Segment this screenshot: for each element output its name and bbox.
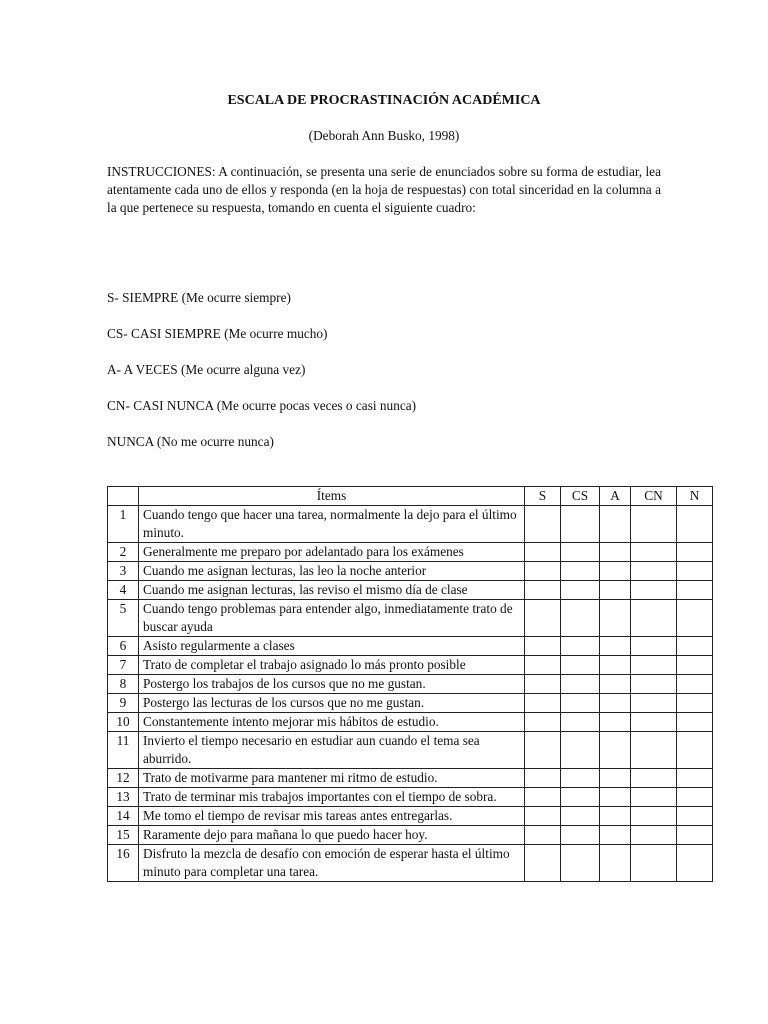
- legend-item-casi-nunca: CN- CASI NUNCA (Me ocurre pocas veces o casi nunca): [107, 398, 417, 413]
- item-text: Cuando me asignan lecturas, las reviso el mismo día de clase: [139, 581, 525, 600]
- answer-cell-n[interactable]: [677, 543, 713, 562]
- table-header-row: [108, 487, 713, 506]
- answer-cell-cn[interactable]: [631, 675, 677, 694]
- item-text: Me tomo el tiempo de revisar mis tareas antes entregarlas.: [139, 807, 525, 826]
- item-text: Postergo las lecturas de los cursos que no me gustan.: [139, 694, 525, 713]
- answer-cell-n[interactable]: [677, 807, 713, 826]
- answer-cell-s[interactable]: [525, 845, 561, 882]
- answer-cell-n[interactable]: [677, 637, 713, 656]
- answer-cell-cs[interactable]: [561, 845, 600, 882]
- answer-cell-cs[interactable]: [561, 788, 600, 807]
- document-author: (Deborah Ann Busko, 1998): [308, 128, 460, 143]
- item-text: Trato de completar el trabajo asignado lo más pronto posible: [139, 656, 525, 675]
- table-row: [108, 562, 713, 581]
- header-s: S: [525, 487, 561, 506]
- items-table: [107, 486, 713, 882]
- answer-cell-a[interactable]: [600, 694, 631, 713]
- item-text: Postergo los trabajos de los cursos que no me gustan.: [139, 675, 525, 694]
- answer-cell-a[interactable]: [600, 732, 631, 769]
- item-number: 15: [108, 826, 139, 845]
- item-text: Disfruto la mezcla de desafío con emoción de esperar hasta el último minuto para completar una tarea.: [139, 845, 525, 882]
- answer-cell-n[interactable]: [677, 600, 713, 637]
- table-row: [108, 637, 713, 656]
- table-row: [108, 694, 713, 713]
- answer-cell-cs[interactable]: [561, 826, 600, 845]
- instructions-paragraph: INSTRUCCIONES: A continuación, se presenta una serie de enunciados sobre su forma de estudiar, lea atentamente cada uno de ellos y responda (en la hoja de respuestas) con total sinceridad en la columna a la que pertenece su respuesta, tomando en cuenta el siguiente cuadro:: [107, 164, 661, 215]
- item-number: 2: [108, 543, 139, 562]
- answer-cell-cn[interactable]: [631, 845, 677, 882]
- answer-cell-n[interactable]: [677, 562, 713, 581]
- item-text: Trato de motivarme para mantener mi ritmo de estudio.: [139, 769, 525, 788]
- answer-cell-a[interactable]: [600, 788, 631, 807]
- answer-cell-cn[interactable]: [631, 769, 677, 788]
- item-number: 13: [108, 788, 139, 807]
- answer-cell-s[interactable]: [525, 656, 561, 675]
- answer-cell-cn[interactable]: [631, 656, 677, 675]
- answer-cell-a[interactable]: [600, 637, 631, 656]
- table-row: [108, 732, 713, 769]
- item-number: 7: [108, 656, 139, 675]
- answer-cell-a[interactable]: [600, 845, 631, 882]
- answer-cell-s[interactable]: [525, 637, 561, 656]
- item-number: 3: [108, 562, 139, 581]
- answer-cell-cs[interactable]: [561, 506, 600, 543]
- answer-cell-cs[interactable]: [561, 543, 600, 562]
- document-title: ESCALA DE PROCRASTINACIÓN ACADÉMICA: [227, 93, 541, 108]
- answer-cell-cn[interactable]: [631, 788, 677, 807]
- answer-cell-s[interactable]: [525, 788, 561, 807]
- answer-cell-cn[interactable]: [631, 543, 677, 562]
- answer-cell-s[interactable]: [525, 826, 561, 845]
- answer-cell-cs[interactable]: [561, 581, 600, 600]
- item-text: Generalmente me preparo por adelantado para los exámenes: [139, 543, 525, 562]
- answer-cell-n[interactable]: [677, 675, 713, 694]
- answer-cell-s[interactable]: [525, 506, 561, 543]
- answer-cell-cn[interactable]: [631, 562, 677, 581]
- item-text: Cuando me asignan lecturas, las leo la noche anterior: [139, 562, 525, 581]
- table-row: [108, 845, 713, 882]
- item-number: 4: [108, 581, 139, 600]
- table-row: [108, 807, 713, 826]
- answer-cell-cn[interactable]: [631, 732, 677, 769]
- answer-cell-a[interactable]: [600, 543, 631, 562]
- answer-cell-n[interactable]: [677, 506, 713, 543]
- answer-cell-n[interactable]: [677, 788, 713, 807]
- answer-cell-a[interactable]: [600, 713, 631, 732]
- answer-cell-s[interactable]: [525, 562, 561, 581]
- table-body: [108, 506, 713, 882]
- answer-cell-cn[interactable]: [631, 694, 677, 713]
- answer-cell-cn[interactable]: [631, 826, 677, 845]
- item-text: Raramente dejo para mañana lo que puedo hacer hoy.: [139, 826, 525, 845]
- answer-cell-a[interactable]: [600, 807, 631, 826]
- table-row: [108, 506, 713, 543]
- table-row: [108, 769, 713, 788]
- answer-cell-cs[interactable]: [561, 694, 600, 713]
- header-number: [108, 487, 139, 506]
- item-text: Asisto regularmente a clases: [139, 637, 525, 656]
- header-n: N: [677, 487, 713, 506]
- table-row: [108, 656, 713, 675]
- legend-item-casi-siempre: CS- CASI SIEMPRE (Me ocurre mucho): [107, 326, 328, 341]
- answer-cell-n[interactable]: [677, 732, 713, 769]
- answer-cell-s[interactable]: [525, 694, 561, 713]
- answer-cell-n[interactable]: [677, 769, 713, 788]
- item-text: Cuando tengo que hacer una tarea, normalmente la dejo para el último minuto.: [139, 506, 525, 543]
- answer-cell-cn[interactable]: [631, 713, 677, 732]
- answer-cell-a[interactable]: [600, 826, 631, 845]
- item-number: 10: [108, 713, 139, 732]
- answer-cell-s[interactable]: [525, 600, 561, 637]
- answer-cell-n[interactable]: [677, 581, 713, 600]
- legend-item-a-veces: A- A VECES (Me ocurre alguna vez): [107, 362, 306, 377]
- answer-cell-cs[interactable]: [561, 562, 600, 581]
- answer-cell-n[interactable]: [677, 713, 713, 732]
- header-items: Ítems: [139, 487, 525, 506]
- answer-cell-n[interactable]: [677, 656, 713, 675]
- answer-cell-cn[interactable]: [631, 807, 677, 826]
- item-number: 11: [108, 732, 139, 769]
- answer-cell-cs[interactable]: [561, 769, 600, 788]
- answer-cell-s[interactable]: [525, 543, 561, 562]
- answer-cell-s[interactable]: [525, 769, 561, 788]
- item-number: 1: [108, 506, 139, 543]
- answer-cell-a[interactable]: [600, 506, 631, 543]
- item-number: 16: [108, 845, 139, 882]
- item-number: 14: [108, 807, 139, 826]
- table-row: [108, 675, 713, 694]
- response-legend: [107, 289, 416, 469]
- answer-cell-cs[interactable]: [561, 732, 600, 769]
- answer-cell-a[interactable]: [600, 600, 631, 637]
- answer-cell-cs[interactable]: [561, 675, 600, 694]
- answer-cell-cn[interactable]: [631, 506, 677, 543]
- item-text: Cuando tengo problemas para entender algo, inmediatamente trato de buscar ayuda: [139, 600, 525, 637]
- item-text: Constantemente intento mejorar mis hábitos de estudio.: [139, 713, 525, 732]
- table-row: [108, 788, 713, 807]
- item-number: 12: [108, 769, 139, 788]
- answer-cell-cs[interactable]: [561, 807, 600, 826]
- answer-cell-a[interactable]: [600, 581, 631, 600]
- item-number: 6: [108, 637, 139, 656]
- answer-cell-s[interactable]: [525, 675, 561, 694]
- legend-item-siempre: S- SIEMPRE (Me ocurre siempre): [107, 290, 291, 305]
- item-text: Trato de terminar mis trabajos importantes con el tiempo de sobra.: [139, 788, 525, 807]
- item-text: Invierto el tiempo necesario en estudiar aun cuando el tema sea aburrido.: [139, 732, 525, 769]
- table-row: [108, 600, 713, 637]
- answer-cell-s[interactable]: [525, 732, 561, 769]
- answer-cell-n[interactable]: [677, 694, 713, 713]
- table-row: [108, 826, 713, 845]
- item-number: 5: [108, 600, 139, 637]
- answer-cell-a[interactable]: [600, 675, 631, 694]
- answer-cell-s[interactable]: [525, 807, 561, 826]
- table-row: [108, 713, 713, 732]
- table-row: [108, 581, 713, 600]
- table-row: [108, 543, 713, 562]
- answer-cell-n[interactable]: [677, 826, 713, 845]
- header-a: A: [600, 487, 631, 506]
- answer-cell-cs[interactable]: [561, 713, 600, 732]
- answer-cell-cs[interactable]: [561, 656, 600, 675]
- answer-cell-a[interactable]: [600, 769, 631, 788]
- legend-item-nunca: NUNCA (No me ocurre nunca): [107, 434, 274, 449]
- answer-cell-cn[interactable]: [631, 637, 677, 656]
- answer-cell-s[interactable]: [525, 581, 561, 600]
- answer-cell-cs[interactable]: [561, 637, 600, 656]
- answer-cell-n[interactable]: [677, 845, 713, 882]
- item-number: 8: [108, 675, 139, 694]
- header-cs: CS: [561, 487, 600, 506]
- header-cn: CN: [631, 487, 677, 506]
- answer-cell-a[interactable]: [600, 562, 631, 581]
- answer-cell-s[interactable]: [525, 713, 561, 732]
- answer-cell-cs[interactable]: [561, 600, 600, 637]
- answer-cell-a[interactable]: [600, 656, 631, 675]
- answer-cell-cn[interactable]: [631, 600, 677, 637]
- item-number: 9: [108, 694, 139, 713]
- answer-cell-cn[interactable]: [631, 581, 677, 600]
